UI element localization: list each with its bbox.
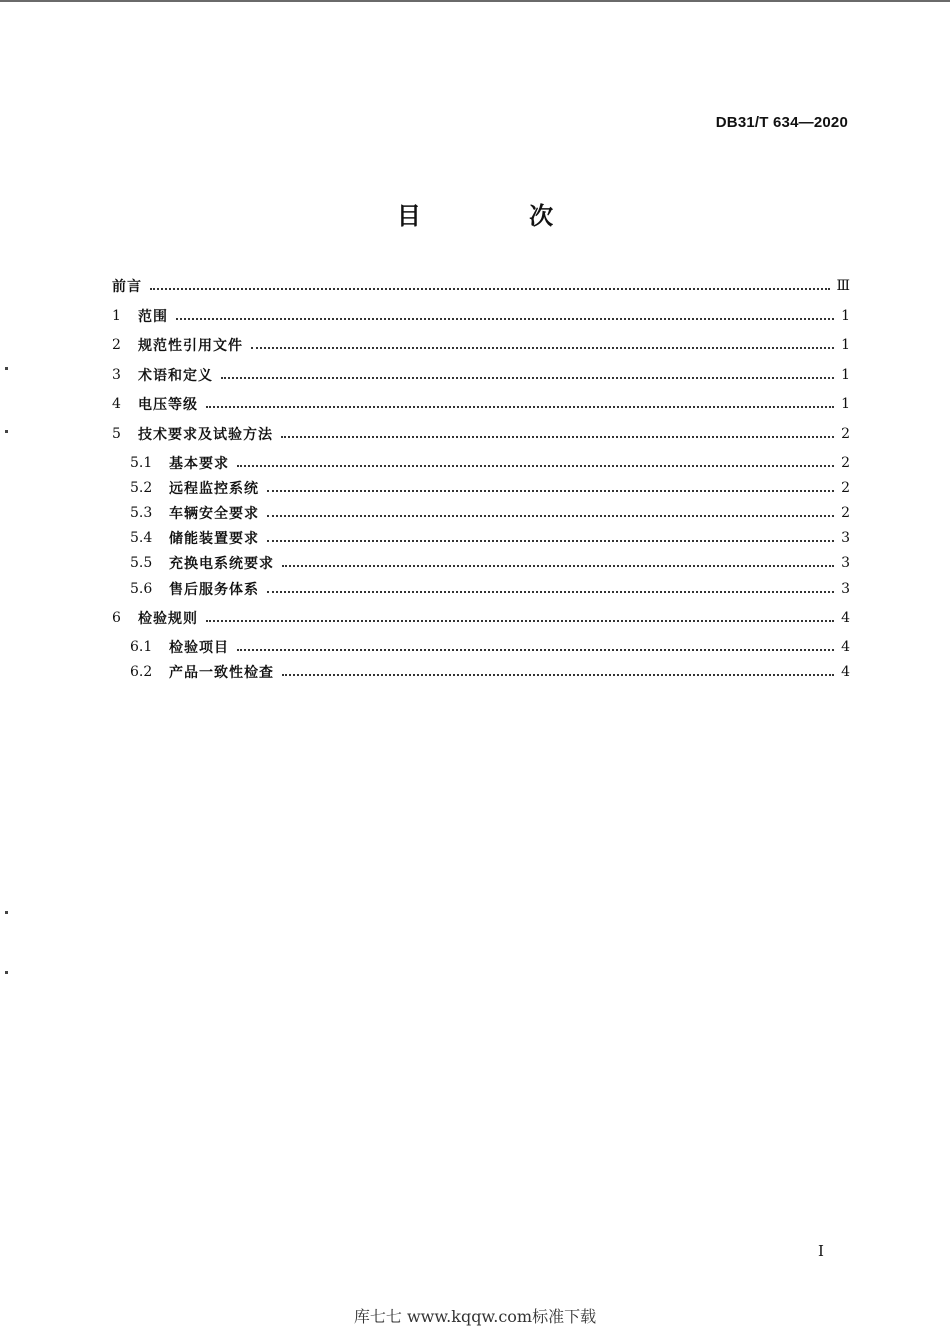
toc-entry-label: 基本要求 — [169, 456, 229, 472]
dot-leader — [267, 540, 834, 542]
toc-entry-label: 前言 — [112, 279, 142, 295]
dot-leader — [206, 620, 834, 622]
toc-entry-number: 1 — [112, 308, 121, 324]
toc-entry-label: 检验项目 — [169, 640, 229, 656]
toc-entry-page: 2 — [841, 480, 850, 496]
toc-entry-5-3[interactable] — [130, 502, 850, 524]
toc-entry-5-6[interactable] — [130, 578, 850, 600]
dot-leader — [267, 515, 834, 517]
toc-entry-page: 1 — [841, 367, 850, 383]
toc-entry-label: 远程监控系统 — [169, 481, 259, 497]
toc-entry-label: 产品一致性检查 — [169, 665, 274, 681]
toc-entry-label: 售后服务体系 — [169, 582, 259, 598]
toc-entry-page: 3 — [841, 555, 850, 571]
toc-entry-number: 5.3 — [130, 505, 153, 521]
toc-entry-number: 5.4 — [130, 530, 153, 546]
toc-entry-number: 5.6 — [130, 581, 153, 597]
toc-entry-page: 1 — [841, 337, 850, 353]
toc-entry-page: 4 — [841, 664, 850, 680]
toc-entry-foreword[interactable] — [112, 275, 850, 297]
toc-entry-label: 车辆安全要求 — [169, 506, 259, 522]
dot-leader — [267, 591, 834, 593]
toc-entry-label: 术语和定义 — [138, 368, 213, 384]
dot-leader — [267, 490, 834, 492]
toc-entry-5-1[interactable] — [130, 452, 850, 474]
toc-entry-number: 3 — [112, 367, 121, 383]
toc-entry-page: 1 — [841, 396, 850, 412]
toc-entry-number: 4 — [112, 396, 121, 412]
toc-entry-number: 5.2 — [130, 480, 153, 496]
toc-entry-page: 2 — [841, 426, 850, 442]
toc-entry-page: 3 — [841, 581, 850, 597]
dot-leader — [251, 347, 834, 349]
toc-entry-number: 5 — [112, 426, 121, 442]
toc-entry-label: 范围 — [138, 309, 168, 325]
toc-entry-page: 1 — [841, 308, 850, 324]
dot-leader — [282, 674, 834, 676]
toc-entry-number: 6.2 — [130, 664, 153, 680]
dot-leader — [176, 318, 834, 320]
toc-entry-label: 充换电系统要求 — [169, 556, 274, 572]
toc-entry-label: 规范性引用文件 — [138, 338, 243, 354]
toc-entry-2[interactable] — [112, 334, 850, 356]
top-border-rule — [0, 0, 950, 2]
dot-leader — [150, 288, 830, 290]
page-number: I — [818, 1242, 824, 1260]
dot-leader — [281, 436, 834, 438]
toc-entry-number: 6.1 — [130, 639, 153, 655]
toc-entry-page: 2 — [841, 455, 850, 471]
toc-entry-3[interactable] — [112, 364, 850, 386]
toc-entry-5-2[interactable] — [130, 477, 850, 499]
toc-entry-label: 技术要求及试验方法 — [138, 427, 273, 443]
toc-entry-6[interactable] — [112, 607, 850, 629]
dot-leader — [282, 565, 834, 567]
dot-leader — [237, 465, 834, 467]
toc-entry-4[interactable] — [112, 393, 850, 415]
toc-entry-page: 2 — [841, 505, 850, 521]
toc-entry-number: 2 — [112, 337, 121, 353]
toc-entry-page: Ⅲ — [836, 278, 850, 294]
dot-leader — [221, 377, 834, 379]
document-code: DB31/T 634—2020 — [715, 114, 848, 131]
scan-speck — [5, 367, 8, 370]
toc-entry-5[interactable] — [112, 423, 850, 445]
toc-entry-5-5[interactable] — [130, 552, 850, 574]
toc-entry-label: 电压等级 — [138, 397, 198, 413]
footer-watermark: 库七七 www.kqqw.com标准下载 — [353, 1307, 597, 1326]
scan-speck — [5, 430, 8, 433]
toc-entry-6-2[interactable] — [130, 661, 850, 683]
dot-leader — [237, 649, 834, 651]
dot-leader — [206, 406, 834, 408]
toc-entry-number: 6 — [112, 610, 121, 626]
toc-entry-6-1[interactable] — [130, 636, 850, 658]
toc-entry-1[interactable] — [112, 305, 850, 327]
scan-speck — [5, 911, 8, 914]
toc-entry-number: 5.1 — [130, 455, 153, 471]
toc-entry-number: 5.5 — [130, 555, 153, 571]
toc-entry-5-4[interactable] — [130, 527, 850, 549]
scan-speck — [5, 971, 8, 974]
toc-entry-page: 4 — [841, 610, 850, 626]
toc-entry-label: 检验规则 — [138, 611, 198, 627]
toc-entry-label: 储能装置要求 — [169, 531, 259, 547]
toc-entry-page: 3 — [841, 530, 850, 546]
toc-title: 目 次 — [396, 202, 604, 230]
toc-entry-page: 4 — [841, 639, 850, 655]
